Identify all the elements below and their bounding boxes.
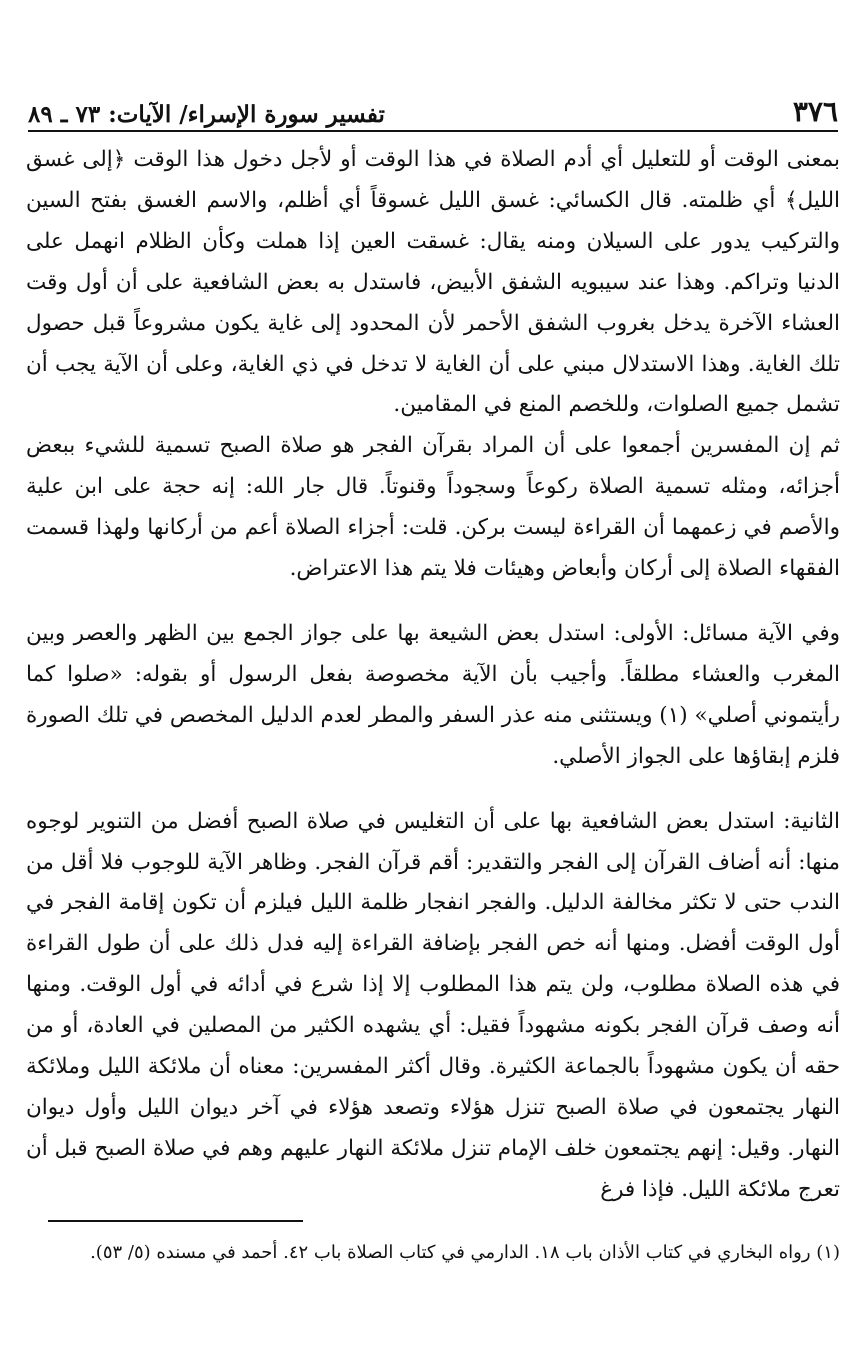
paragraph: الثانية: استدل بعض الشافعية بها على أن التغليس في صلاة الصبح أفضل من التنوير لوجوه منها: أنه أضاف القرآن إلى الفجر والتقدير: أقم قرآن الفجر. وظاهر الآية للوجوب فلا أقل من الندب حتى لا تكثر مخالفة الدليل. والفجر انفجار ظلمة الليل فيلزم أن تكون إقامة الفجر في أول الوقت أفضل. ومنها أنه خص الفجر بإضافة القراءة إليه فدل ذلك على أن طول القراءة في هذه الصلاة مطلوب، ولن يتم هذا المطلوب إلا إذا شرع في أدائه في أول الوقت. ومنها أنه وصف قرآن الفجر بكونه مشهوداً فقيل: أي يشهده الكثير من المصلين في العادة، أو من حقه أن يكون مشهوداً بالجماعة الكثيرة. وقال أكثر المفسرين: معناه أن ملائكة الليل وملائكة النهار يجتمعون في صلاة الصبح تنزل هؤلاء وتصعد هؤلاء في آخر ديوان الليل وأول ديوان النهار. وقيل: إنهم يجتمعون خلف الإمام تنزل ملائكة النهار عليهم وهم في صلاة الصبح قبل أن تعرج ملائكة الليل. فإذا فرغ (26, 808, 840, 1202)
running-header (28, 86, 838, 132)
paragraph: بمعنى الوقت أو للتعليل أي أدم الصلاة في هذا الوقت أو لأجل دخول هذا الوقت ﴿إلى غسق الليل﴾ أي ظلمته. قال الكسائي: غسق الليل غسوقاً أي أظلم، والاسم الغسق بفتح السين والتركيب يدور على السيلان ومنه يقال: غسقت العين إذا هملت وكأن الظلام انهمل على الدنيا وتراكم. وهذا عند سيبويه الشفق الأبيض، فاستدل به بعض الشافعية على أن أول وقت العشاء الآخرة يدخل بغروب الشفق الأحمر لأن المحدود إلى غاية يكون مشروعاً قبل حصول تلك الغاية. وهذا الاستدلال مبني على أن الغاية لا تدخل في ذي الغاية، وعلى أن الآية يجب أن تشمل جميع الصلوات، وللخصم المنع في المقامين. (26, 147, 840, 418)
page-number: ٣٧٦ (792, 95, 838, 128)
paragraph: وفي الآية مسائل: الأولى: استدل بعض الشيعة بها على جواز الجمع بين الظهر والعصر وبين المغرب والعشاء مطلقاً. وأجيب بأن الآية مخصوصة بفعل الرسول أو بقوله: «صلوا كما رأيتموني أصلي» (١) ويستثنى منه عذر السفر والمطر لعدم الدليل المخصص في تلك الصورة فلزم إبقاؤها على الجواز الأصلي. (26, 620, 841, 769)
paragraph: ثم إن المفسرين أجمعوا على أن المراد بقرآن الفجر هو صلاة الصبح تسمية للشيء ببعض أجزائه، ومثله تسمية الصلاة ركوعاً وسجوداً وقنوتاً. قال جار الله: إنه حجة على ابن علية والأصم في زعمهما أن القراءة ليست بركن. قلت: أجزاء الصلاة أعم من أركانها ولهذا قسمت الفقهاء الصلاة إلى أركان وأبعاض وهيئات فلا يتم هذا الاعتراض. (26, 433, 840, 582)
main-text (26, 140, 840, 1211)
footnote-separator (48, 1220, 303, 1222)
footnote: (١) رواه البخاري في كتاب الأذان باب ١٨. الدارمي في كتاب الصلاة باب ٤٢. أحمد في مسنده (٥/ ٥٣). (90, 1242, 840, 1263)
running-title: تفسير سورة الإسراء/ الآيات: ٧٣ ـ ٨٩ (28, 101, 385, 128)
